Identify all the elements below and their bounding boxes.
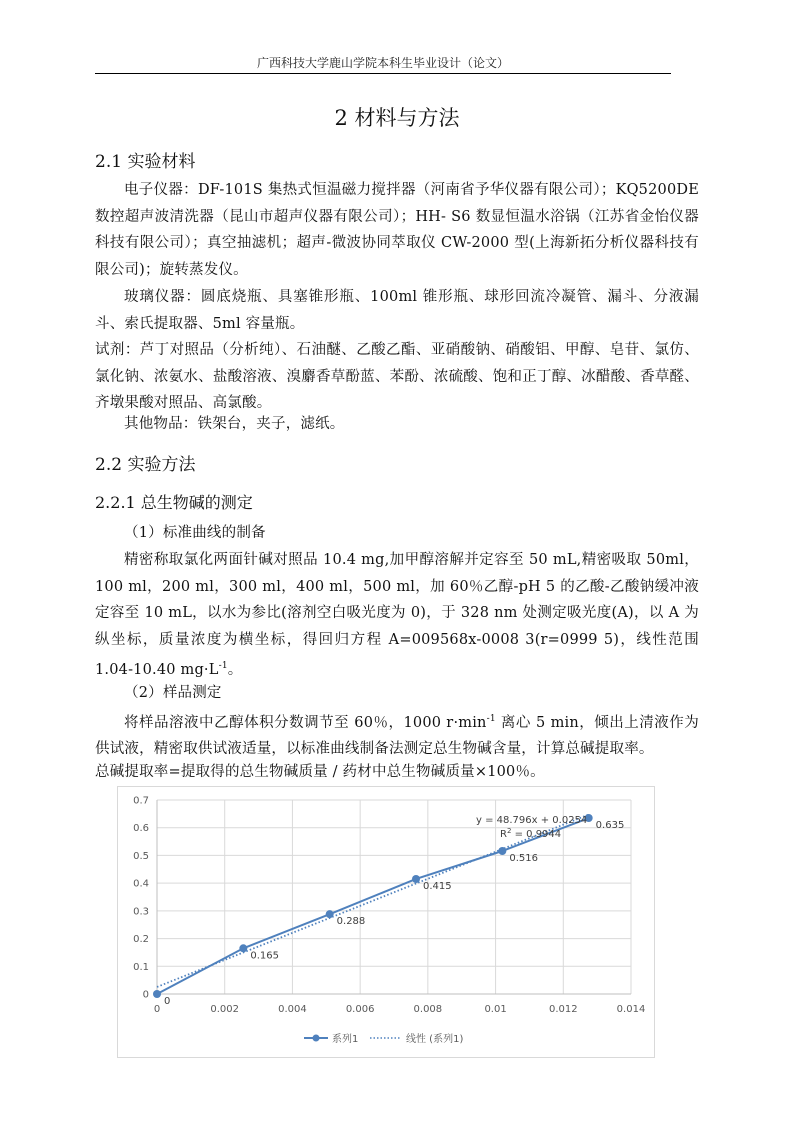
- section-heading-2-1: 2.1 实验材料: [95, 152, 196, 172]
- chart-frame: [117, 786, 655, 1058]
- legend-trend-label: 线性 (系列1): [406, 1034, 464, 1045]
- y-tick-label: 0.7: [133, 795, 149, 807]
- paragraph-electronic-instruments: 电子仪器：DF-101S 集热式恒温磁力搅拌器（河南省予华仪器有限公司）；KQ5200DE 数控超声波清洗器（昆山市超声仪器有限公司）；HH- S6 数显恒温水浴锅（江苏省金怡仪器科技有限公司）；真空抽滤机；超声-微波协同萃取仪 CW-2000 型(上海新拓分析仪器科技有限公司)；旋转蒸发仪。: [95, 182, 699, 278]
- trendline-equation: y = 48.796x + 0.0254: [476, 815, 588, 826]
- r-squared-label: $R^2 = 0.9944$: [500, 827, 562, 840]
- sample-text-a: 将样品溶液中乙醇体积分数调节至 60％，1000 r·min: [124, 714, 487, 731]
- page-header: 广西科技大学鹿山学院本科生毕业设计（论文）: [256, 56, 509, 70]
- paragraph-standard-curve: [95, 547, 699, 683]
- sample-text-b: 离心 5 min，倾出上清液作为供试液，精密取供试液适量，以标准曲线制备法测定总生物碱含量，计算总碱提取率。: [95, 714, 699, 758]
- legend-series-marker: [313, 1035, 320, 1042]
- y-tick-label: 0.6: [133, 823, 149, 835]
- data-point: [153, 990, 161, 998]
- trendline: [157, 815, 589, 987]
- series-line: [157, 818, 589, 994]
- paragraph-glassware: 玻璃仪器：圆底烧瓶、具塞锥形瓶、100ml 锥形瓶、球形回流冷凝管、漏斗、分液漏斗、索氏提取器、5ml 容量瓶。: [95, 289, 699, 332]
- data-label: 0.516: [509, 852, 538, 864]
- unit-superscript: -1: [218, 661, 228, 671]
- y-tick-label: 0.2: [133, 934, 149, 946]
- subheading-sample-measurement: （2）样品测定: [124, 685, 222, 701]
- section-heading-2-2-1: 2.2.1 总生物碱的测定: [95, 493, 253, 512]
- y-tick-label: 0.4: [133, 878, 149, 890]
- data-point: [239, 944, 247, 952]
- paragraph-sample-measurement: [95, 706, 699, 763]
- chapter-title: 2 材料与方法: [334, 106, 460, 130]
- paragraph-reagents: 试剂：芦丁对照品（分析纯）、石油醚、乙酸乙酯、亚硝酸钠、硝酸铝、甲醇、皂苷、氯仿、氯化钠、浓氨水、盐酸溶液、溴麝香草酚蓝、苯酚、浓硫酸、饱和正丁醇、冰醋酸、香草醛、齐墩果酸对照品、高氯酸。: [95, 342, 699, 411]
- x-tick-label: 0.006: [345, 1004, 375, 1015]
- standard-curve-chart: [118, 787, 654, 1057]
- x-tick-label: 0.004: [278, 1004, 307, 1015]
- paragraph-extraction-formula: 总碱提取率=提取得的总生物碱质量 / 药材中总生物碱质量×100％。: [95, 764, 545, 780]
- y-tick-label: 0.5: [133, 850, 149, 862]
- y-tick-label: 0.3: [133, 906, 149, 918]
- x-tick-label: 0.014: [616, 1004, 646, 1015]
- subheading-standard-curve: （1）标准曲线的制备: [124, 525, 266, 541]
- x-tick-label: 0.01: [484, 1004, 507, 1015]
- data-point: [326, 910, 334, 918]
- x-tick-label: 0.008: [413, 1004, 443, 1015]
- y-tick-label: 0: [142, 989, 149, 1001]
- chart-legend: [304, 1032, 463, 1045]
- standard-curve-end: 。: [227, 661, 243, 678]
- data-point: [498, 847, 506, 855]
- rpm-superscript: -1: [486, 714, 496, 724]
- x-tick-label: 0.012: [548, 1004, 578, 1015]
- x-tick-label: 0.002: [210, 1004, 240, 1015]
- data-label: 0.635: [595, 820, 625, 832]
- section-heading-2-2: 2.2 实验方法: [95, 455, 196, 475]
- header-rule: [95, 73, 671, 74]
- standard-curve-text: 精密称取氯化两面针碱对照品 10.4 mg,加甲醇溶解并定容至 50 mL,精密吸取 50ml，100 ml，200 ml，300 ml，400 ml，500 ml，加 60％乙醇-pH 5 的乙酸-乙酸钠缓冲液定容至 10 mL，以水为参比(溶剂空白吸光度为 0)，于 328 nm 处测定吸光度(A)，以 A 为纵坐标，质量浓度为横坐标，得回归方程 A=009568x-0008 3(r=0999 5)，线性范围 1.04-10.40 mg·L: [95, 552, 699, 678]
- data-label: 0.288: [336, 916, 366, 928]
- legend-series-label: 系列1: [332, 1034, 359, 1045]
- data-point: [412, 875, 420, 883]
- x-tick-label: 0: [153, 1004, 161, 1015]
- data-label: 0.165: [250, 950, 279, 962]
- data-label: 0: [164, 996, 171, 1007]
- y-tick-label: 0.1: [133, 961, 149, 973]
- paragraph-other-items: 其他物品：铁架台，夹子，滤纸。: [124, 416, 345, 432]
- data-label: 0.415: [423, 880, 452, 892]
